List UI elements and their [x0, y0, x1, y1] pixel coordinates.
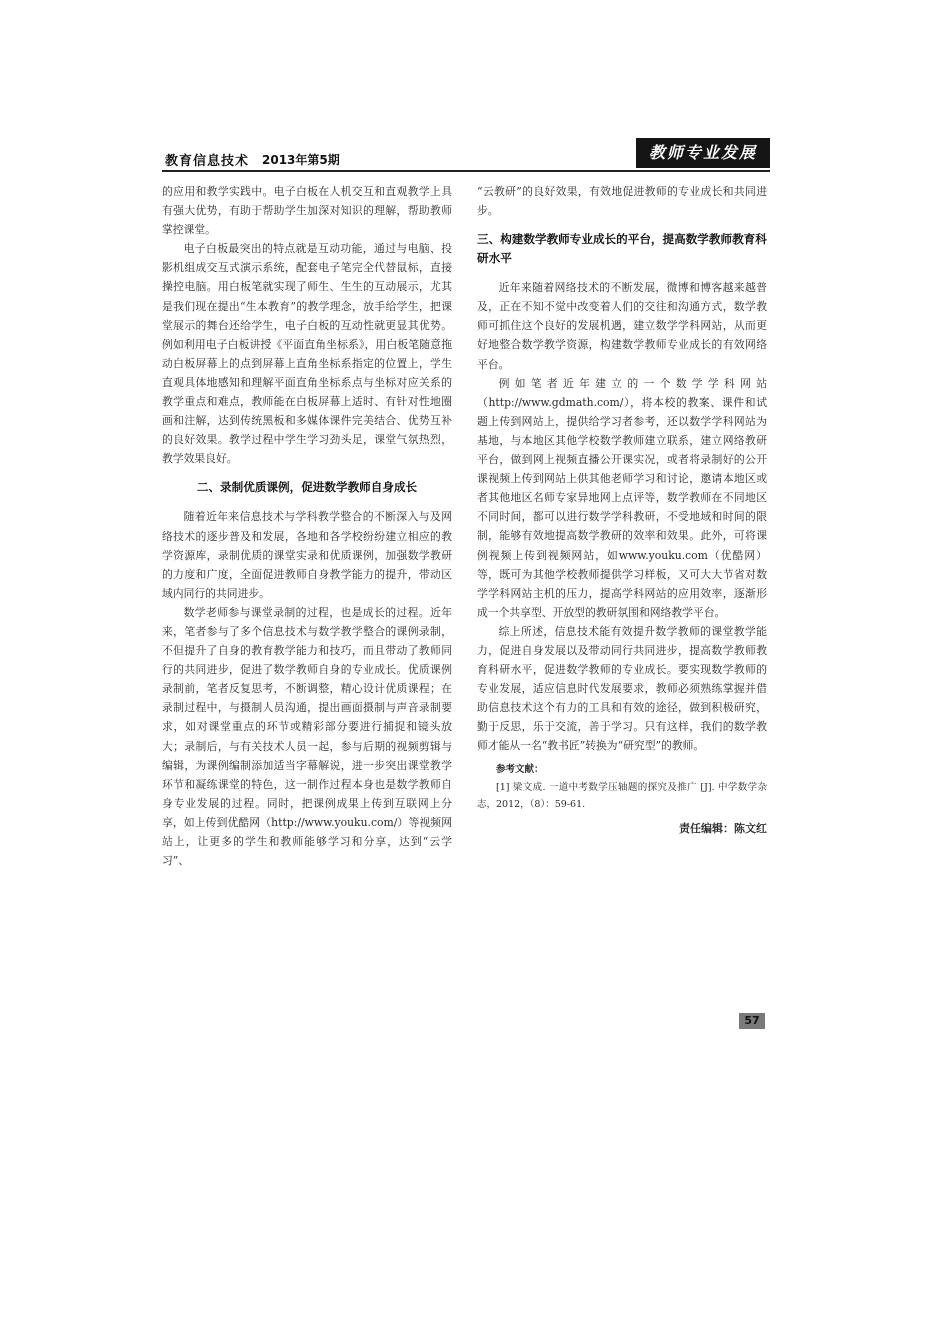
header-rule [162, 170, 770, 172]
paragraph: “云教研”的良好效果，有效地促进教师的专业成长和共同进步。 [477, 185, 767, 218]
journal-title: 教育信息技术 [165, 154, 250, 169]
right-column [477, 182, 767, 838]
paragraph: 近年来随着网络技术的不断发展，微博和博客越来越普及，正在不知不觉中改变着人们的交往和沟通方式，数学教师可抓住这个良好的发展机遇，建立数学学科网站，从而更好地整合数学教学资源，构建数学教师专业成长的有效网络平台。 [477, 281, 767, 371]
paragraph: 电子白板最突出的特点就是互动功能，通过与电脑、投影机组成交互式演示系统，配套电子笔完全代替鼠标，直接操控电脑。用白板笔就实现了师生、生生的互动展示，尤其是我们现在提出“生本教育”的教学理念，放手给学生，把课堂展示的舞台还给学生，电子白板的互动性就更显其优势。例如利用电子白板讲授《平面直角坐标系》，用白板笔随意拖动白板屏幕上的点到屏幕上直角坐标系指定的位置上，学生直观具体地感知和理解平面直角坐标系点与坐标对应关系的教学重点和难点，教师能在白板屏幕上适时、有针对性地圈画和注解，达到传统黑板和多媒体课件完美结合、优势互补的良好效果。教学过程中学生学习劲头足，课堂气氛热烈，教学效果良好。 [162, 242, 452, 466]
paragraph: 随着近年来信息技术与学科教学整合的不断深入与及网络技术的逐步普及和发展，各地和各学校纷纷建立相应的教学资源库，录制优质的课堂实录和优质课例，加强数学教研的力度和广度，全面促进教师自身教学能力的提升，带动区域内同行的共同进步。 [162, 510, 452, 600]
paragraph: 的应用和教学实践中。电子白板在人机交互和直观教学上具有强大优势，有助于帮助学生加深对知识的理解，帮助教师掌控课堂。 [162, 185, 452, 237]
issue-label: 2013年第5期 [262, 153, 340, 167]
reference-item: [1] 梁文成. 一道中考数学压轴题的探究及推广 [J]. 中学数学杂志，2012，（8）：59-61. [477, 781, 767, 810]
section-heading: 二、录制优质课例，促进数学教师自身成长 [196, 480, 418, 495]
responsible-editor: 责任编辑：陈文红 [679, 821, 767, 835]
page-number: 57 [739, 1013, 765, 1029]
left-column [162, 182, 452, 870]
paragraph: 综上所述，信息技术能有效提升数学教师的课堂教学能力，促进自身发展以及带动同行共同进步，提高数学教师教育科研水平，促进数学教师的专业成长。要实现数学教师的专业发展，适应信息时代发展要求，教师必须熟练掌握并借助信息技术这个有力的工具和有效的途径，做到积极研究，勤于反思，乐于交流，善于学习。只有这样，我们的数学教师才能从一名“教书匠”转换为“研究型”的教师。 [477, 624, 767, 753]
section-banner: 教师专业发展 [636, 138, 770, 168]
references-label: 参考文献： [496, 763, 544, 775]
paragraph: 例如笔者近年建立的一个数学学科网站（http://www.gdmath.com/），将本校的教案、课件和试题上传到网站上，提供给学习者参考，还以数学学科网站为基地，与本地区其他学校数学教师建立联系，建立网络教研平台，做到网上视频直播公开课实况，或者将录制好的公开课视频上传到网站上供其他老师学习和讨论，邀请本地区或者其他地区名师专家异地网上点评等，数学教师在不同地区不同时间，都可以进行数学学科教研，不受地域和时间的限制，能够有效地提高数学教研的效率和效果。此外，可将课例视频上传到视频网站，如www.youku.com（优酷网）等，既可为其他学校教师提供学习样板，又可大大节省对数学学科网站主机的压力，提高学科网站的应用效率，逐渐形成一个共享型、开放型的教研氛围和网络教学平台。 [477, 376, 767, 619]
section-heading: 三、构建数学教师专业成长的平台，提高数学教师教育科研水平 [477, 232, 767, 266]
paragraph: 数学老师参与课堂录制的过程，也是成长的过程。近年来，笔者参与了多个信息技术与数学教学整合的课例录制，不但提升了自身的教育教学能力和技巧，而且带动了教师同行的共同进步，促进了数学教师自身的专业成长。优质课例录制前，笔者反复思考，不断调整，精心设计优质课程；在录制过程中，与摄制人员沟通，提出画面摄制与声音录制要求，如对课堂重点的环节或精彩部分要进行捕捉和镜头放大；录制后，与有关技术人员一起，参与后期的视频剪辑与编辑，为课例编制添加适当字幕解说，进一步突出课堂教学环节和凝练课堂的特色，这一制作过程本身也是数学教师自身专业发展的过程。同时，把课例成果上传到互联网上分享，如上传到优酷网（http://www.youku.com/）等视频网站上，让更多的学生和教师能够学习和分享，达到“云学习”、 [162, 605, 452, 868]
